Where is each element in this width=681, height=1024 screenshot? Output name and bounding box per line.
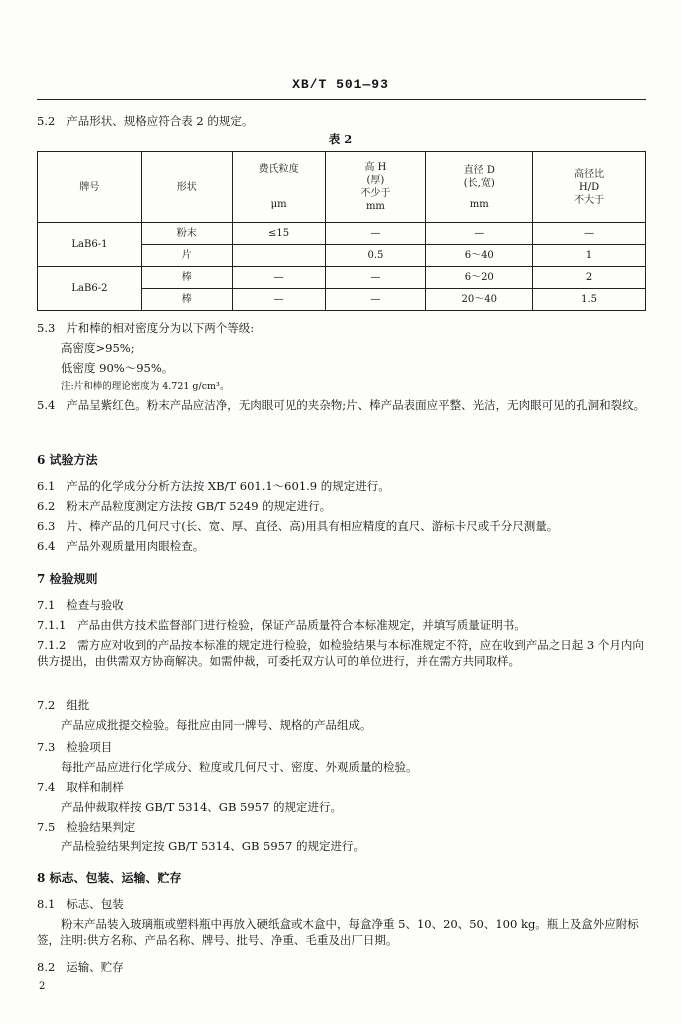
clause-number: 6.4 <box>37 539 56 553</box>
clause-title: 标志、包装 <box>66 897 124 911</box>
cell-ratio: 1.5 <box>533 289 646 311</box>
clause-7-1-2 <box>37 637 649 669</box>
col-height <box>325 152 426 223</box>
clause-title: 取样和制样 <box>66 780 124 794</box>
clause-8-2 <box>37 959 124 975</box>
col-ratio-cond: 不大于 <box>574 194 605 206</box>
clause-7-4 <box>37 779 124 795</box>
clause-7-4-text: 产品仲裁取样按 GB/T 5314、GB 5957 的规定进行。 <box>61 800 342 814</box>
section-8-title: 8 标志、包装、运输、贮存 <box>37 871 182 885</box>
col-ratio-name: 高径比 <box>574 168 605 180</box>
cell-shape: 粉末 <box>141 223 232 245</box>
col-diameter-unit: mm <box>469 198 489 210</box>
table-caption: 表 2 <box>328 132 353 146</box>
cell-shape: 棒 <box>141 289 232 311</box>
clause-text: 产品呈紫红色。粉末产品应洁净，无肉眼可见的夹杂物;片、棒产品表面应平整、光洁，无肉眼可见的孔洞和裂纹。 <box>66 398 646 412</box>
clause-number: 7.2 <box>37 698 56 712</box>
section-7-title: 7 检验规则 <box>37 572 98 586</box>
table-row <box>38 223 646 245</box>
cell-fisher: — <box>232 289 325 311</box>
cell-height: — <box>325 289 426 311</box>
clause-7-2-text: 产品应成批提交检验。每批应由同一牌号、规格的产品组成。 <box>61 718 372 732</box>
clause-title: 检验结果判定 <box>66 820 136 834</box>
clause-number: 5.3 <box>37 321 56 335</box>
clause-number: 7.4 <box>37 780 56 794</box>
spec-table <box>37 151 646 311</box>
cell-ratio: — <box>533 223 646 245</box>
clause-number: 7.1.2 <box>37 638 67 652</box>
clause-number: 8.2 <box>37 960 56 974</box>
clause-5-2 <box>37 113 253 129</box>
clause-7-3 <box>37 739 112 755</box>
clause-number: 6.2 <box>37 499 56 513</box>
cell-diameter: — <box>426 223 533 245</box>
clause-7-5 <box>37 819 135 835</box>
col-fisher-name: 费氏粒度 <box>258 164 299 175</box>
clause-6-4 <box>37 538 204 554</box>
clause-text: 产品外观质量用肉眼检查。 <box>66 539 205 553</box>
cell-fisher <box>232 245 325 267</box>
col-shape: 形状 <box>141 152 232 223</box>
clause-6-2 <box>37 498 331 514</box>
col-height-cond: 不少于 <box>360 188 391 199</box>
clause-7-2 <box>37 697 89 713</box>
header-rule <box>37 99 646 100</box>
cell-fisher: — <box>232 267 325 289</box>
cell-grade: LaB6-1 <box>38 223 142 267</box>
cell-shape: 片 <box>141 245 232 267</box>
clause-text: 检查与验收 <box>66 598 124 612</box>
section-6-title: 6 试验方法 <box>37 453 98 467</box>
clause-8-1-text: 粉末产品装入玻璃瓶或塑料瓶中再放入硬纸盒或木盒中，每盒净重 5、10、20、50、100 kg。瓶上及盒外应附标签，注明:供方名称、产品名称、牌号、批号、净重、毛重及出厂日期。 <box>37 917 639 947</box>
cell-ratio: 2 <box>533 267 646 289</box>
page-number: 2 <box>39 981 46 992</box>
clause-7-3-text: 每批产品应进行化学成分、粒度或几何尺寸、密度、外观质量的检验。 <box>61 760 418 774</box>
col-height-unit: mm <box>365 201 385 212</box>
col-diameter-name: 直径 D <box>463 164 495 176</box>
col-height-name: 高 H <box>364 162 387 173</box>
clause-number: 7.1 <box>37 598 56 612</box>
col-fisher-unit: μm <box>270 199 287 210</box>
density-low: 低密度 90%～95%。 <box>61 361 174 375</box>
clause-text: 粉末产品粒度测定方法按 GB/T 5249 的规定进行。 <box>66 499 332 513</box>
clause-7-5-text: 产品检验结果判定按 GB/T 5314、GB 5957 的规定进行。 <box>61 839 365 853</box>
cell-diameter: 6～20 <box>426 267 533 289</box>
table-row <box>38 267 646 289</box>
col-diameter-sub: (长,宽) <box>463 177 495 189</box>
clause-text: 片、棒产品的几何尺寸(长、宽、厚、直径、高)用具有相应精度的直尺、游标卡尺或千分尺测量。 <box>66 519 559 533</box>
clause-6-3 <box>37 518 558 534</box>
cell-height: — <box>325 223 426 245</box>
clause-title: 组批 <box>66 698 90 712</box>
clause-5-4 <box>37 397 649 413</box>
density-note: 注:片和棒的理论密度为 4.721 g/cm³。 <box>61 381 230 392</box>
clause-7-1 <box>37 597 124 613</box>
density-high: 高密度>95%; <box>61 341 135 355</box>
cell-diameter: 6～40 <box>426 245 533 267</box>
clause-text: 需方应对收到的产品按本标准的规定进行检验，如检验结果与本标准规定不符，应在收到产品之日起 3 个月内向供方提出，由供需双方协商解决。如需仲裁，可委托双方认可的单位进行，并在需方共同取样。 <box>37 638 644 668</box>
col-grade: 牌号 <box>38 152 142 223</box>
cell-grade: LaB6-2 <box>38 267 142 311</box>
col-height-sub: (厚) <box>366 175 385 186</box>
col-ratio-sub: H/D <box>579 181 600 193</box>
cell-height: 0.5 <box>325 245 426 267</box>
clause-7-1-1 <box>37 617 526 633</box>
clause-number: 6.3 <box>37 519 56 533</box>
col-diameter <box>426 152 533 223</box>
clause-8-1 <box>37 896 124 912</box>
clause-number: 8.1 <box>37 897 56 911</box>
clause-number: 5.2 <box>37 114 56 128</box>
clause-text: 产品的化学成分分析方法按 XB/T 601.1～601.9 的规定进行。 <box>66 479 390 493</box>
table-header-row <box>38 152 646 223</box>
clause-number: 7.3 <box>37 740 56 754</box>
clause-text: 片和棒的相对密度分为以下两个等级: <box>66 321 255 335</box>
clause-title: 运输、贮存 <box>66 960 124 974</box>
clause-text: 产品形状、规格应符合表 2 的规定。 <box>66 114 254 128</box>
col-ratio <box>533 152 646 223</box>
col-fisher <box>232 152 325 223</box>
clause-number: 5.4 <box>37 398 56 412</box>
clause-text: 产品由供方技术监督部门进行检验，保证产品质量符合本标准规定，并填写质量证明书。 <box>77 618 526 632</box>
clause-number: 7.1.1 <box>37 618 67 632</box>
clause-5-3 <box>37 320 254 336</box>
standard-code-header: XB/T 501—93 <box>292 77 389 92</box>
clause-title: 检验项目 <box>66 740 113 754</box>
clause-number: 6.1 <box>37 479 56 493</box>
cell-ratio: 1 <box>533 245 646 267</box>
cell-height: — <box>325 267 426 289</box>
cell-shape: 棒 <box>141 267 232 289</box>
clause-number: 7.5 <box>37 820 56 834</box>
clause-6-1 <box>37 478 390 494</box>
cell-fisher: ≤15 <box>232 223 325 245</box>
cell-diameter: 20～40 <box>426 289 533 311</box>
